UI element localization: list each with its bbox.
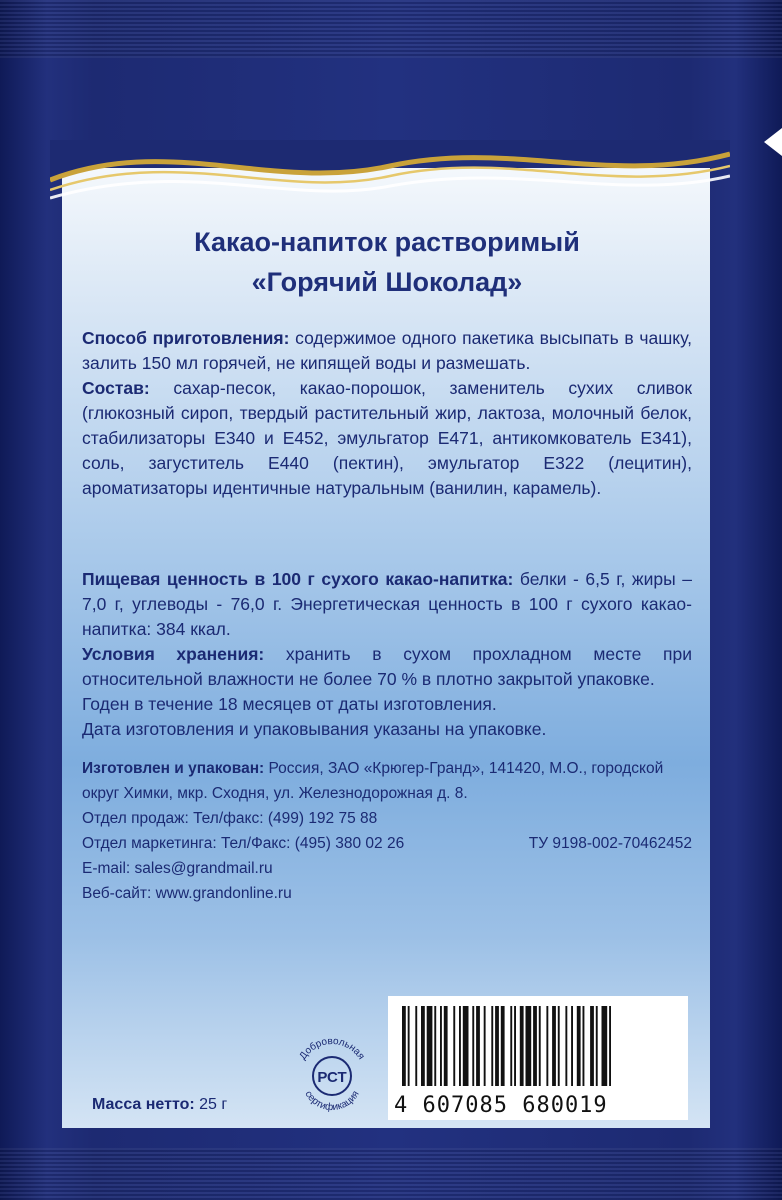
barcode-bar [491, 1006, 493, 1086]
certification-line2: сертификация [302, 1089, 362, 1114]
barcode-bar [408, 1006, 410, 1086]
nutrition-text: белки - 6,5 г, жиры – 7,0 г, углеводы - 76,0 г. Энергетическая ценность в 100 г сухого какао-напитка: 384 ккал. [82, 569, 692, 639]
barcode-digits: 4 607085 680019 [394, 1093, 608, 1118]
barcode-bar [565, 1006, 567, 1086]
barcode-bar [533, 1006, 537, 1086]
barcode-bar [514, 1006, 516, 1086]
label-text [82, 222, 692, 906]
barcode-bar [526, 1006, 532, 1086]
barcode-bar [415, 1006, 417, 1086]
composition-label: Состав: [82, 378, 150, 398]
storage-paragraph [82, 642, 692, 692]
date-note: Дата изготовления и упаковывания указаны на упаковке. [82, 719, 547, 739]
barcode-bar [402, 1006, 406, 1086]
barcode-bar [510, 1006, 512, 1086]
top-seal [0, 0, 782, 58]
barcode-bar [577, 1006, 581, 1086]
shelf-life: Годен в течение 18 месяцев от даты изготовления. [82, 694, 497, 714]
barcode-bar [444, 1006, 448, 1086]
preparation-text: содержимое одного пакетика высыпать в чашку, залить 150 мл горячей, не кипящей воды и размешать. [82, 328, 692, 373]
barcode-bar [546, 1006, 548, 1086]
composition-text: сахар-песок, какао-порошок, заменитель сухих сливок (глюкозный сироп, твердый растительный жир, лактоза, молочный белок, стабилизаторы Е340 и Е452, эмульгатор Е471, антикомкователь Е341), соль, загуститель Е440 (пектин), эмульгатор Е322 (лецитин), ароматизаторы идентичные натуральным (ванилин, карамель). [82, 378, 692, 498]
manufacturer-label: Изготовлен и упакован: [82, 760, 265, 777]
preparation-paragraph [82, 326, 692, 376]
certification-symbol: РСТ [317, 1069, 347, 1086]
nutrition-label: Пищевая ценность в 100 г сухого какао-напитка: [82, 569, 514, 589]
storage-text: хранить в сухом прохладном месте при относительной влажности не более 70 % в плотно закрытой упаковке. [82, 644, 692, 689]
gold-wave-decoration [50, 140, 730, 210]
marketing-row [82, 831, 692, 856]
barcode-bar [434, 1006, 436, 1086]
barcode-bar [440, 1006, 442, 1086]
barcode-bar [453, 1006, 455, 1086]
composition-paragraph [82, 376, 692, 501]
preparation-label: Способ приготовления: [82, 328, 290, 348]
barcode-bar [472, 1006, 474, 1086]
barcode-bar [609, 1006, 611, 1086]
barcode-bar [427, 1006, 433, 1086]
svg-text:сертификация [302, 1089, 361, 1113]
barcode-bar [463, 1006, 469, 1086]
bottom-seal [0, 1148, 782, 1200]
product-title-line2: «Горячий Шоколад» [251, 267, 523, 297]
manufacturer-paragraph [82, 756, 692, 806]
barcode-bar [476, 1006, 480, 1086]
marketing-contact: Отдел маркетинга: Тел/Факс: (495) 380 02 26 [82, 835, 405, 852]
net-weight [92, 1096, 227, 1114]
barcode-bar [459, 1006, 461, 1086]
barcode [388, 996, 688, 1092]
website: Веб-сайт: www.grandonline.ru [82, 885, 292, 902]
spec-number: ТУ 9198-002-70462452 [528, 835, 692, 852]
tear-notch [764, 128, 782, 156]
barcode-bar [520, 1006, 524, 1086]
barcode-bar [495, 1006, 499, 1086]
email: E-mail: sales@grandmail.ru [82, 860, 273, 877]
manufacturer-block [82, 756, 692, 906]
sales-contact: Отдел продаж: Тел/факс: (499) 192 75 88 [82, 810, 378, 827]
barcode-bar [552, 1006, 556, 1086]
storage-label: Условия хранения: [82, 644, 265, 664]
net-weight-label: Масса нетто: [92, 1096, 195, 1113]
barcode-bar [596, 1006, 598, 1086]
barcode-bar [590, 1006, 594, 1086]
net-weight-value: 25 г [194, 1096, 228, 1113]
certification-line1: Добровольная [297, 1035, 367, 1062]
barcode-bar [501, 1006, 505, 1086]
barcode-bar [421, 1006, 425, 1086]
nutrition-paragraph [82, 567, 692, 642]
certification-mark [290, 1034, 374, 1118]
barcode-bar [539, 1006, 541, 1086]
barcode-bar [484, 1006, 486, 1086]
barcode-bar [558, 1006, 560, 1086]
barcode-bar [602, 1006, 608, 1086]
barcode-bar [571, 1006, 573, 1086]
product-title-line1: Какао-напиток растворимый [194, 227, 580, 257]
manufacturer-text: Россия, ЗАО «Крюгер-Гранд», 141420, М.О., городской округ Химки, мкр. Сходня, ул. Железнодорожная д. 8. [82, 760, 664, 802]
barcode-bar [583, 1006, 585, 1086]
product-title [82, 222, 692, 302]
